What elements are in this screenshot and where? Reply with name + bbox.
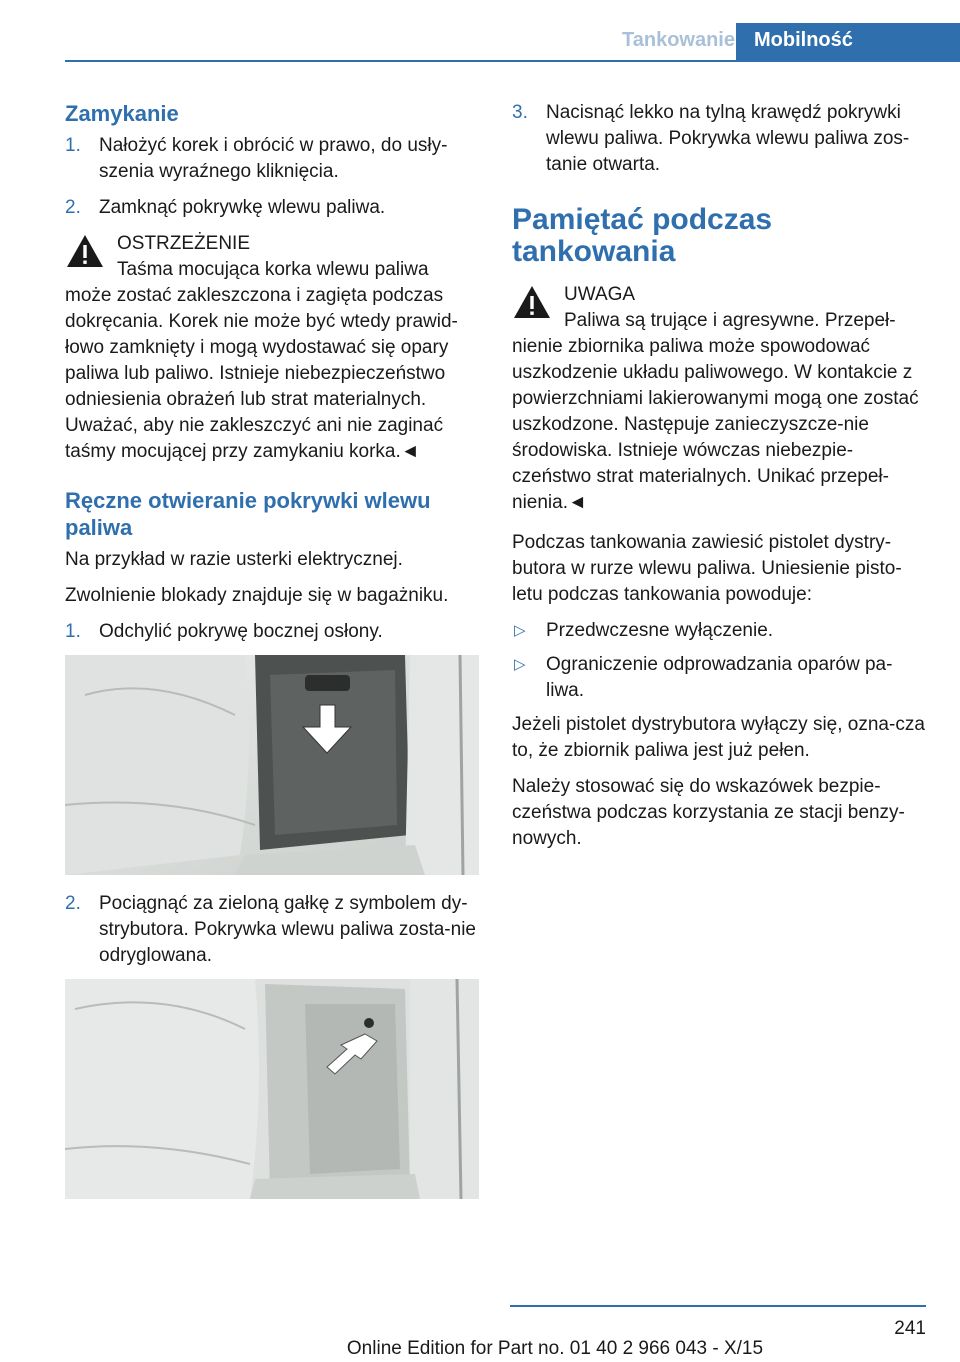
warning-box xyxy=(65,231,479,465)
step-number: 1. xyxy=(65,135,81,156)
closing-steps xyxy=(65,133,479,221)
heading-closing: Zamykanie xyxy=(65,101,179,126)
bullet-text: Przedwczesne wyłączenie. xyxy=(546,620,774,641)
step-number: 1. xyxy=(65,621,81,642)
step-text: Zamknąć pokrywkę wlewu paliwa. xyxy=(99,197,386,218)
list-item xyxy=(512,652,926,704)
bullet-triangle-icon: ▷ xyxy=(514,622,526,639)
step-text: Odchylić pokrywę bocznej osłony. xyxy=(99,621,383,642)
step-text: Nałożyć korek i obrócić w prawo, do usły‐szenia wyraźnego kliknięcia. xyxy=(99,135,448,182)
step-number: 2. xyxy=(65,197,81,218)
refuel-paragraph-2: Jeżeli pistolet dystrybutora wyłączy się, ozna‐cza to, że zbiornik paliwa jest już pełen. xyxy=(512,714,925,761)
manual-steps-b xyxy=(65,891,479,969)
step-text: Pociągnąć za zieloną gałkę z symbolem dy‐strybutora. Pokrywka wlewu paliwa zosta‐nie odryglowana. xyxy=(99,893,476,966)
step-number: 2. xyxy=(65,893,81,914)
header-chapter: Mobilność xyxy=(736,23,960,61)
list-item xyxy=(65,133,479,185)
right-column xyxy=(512,100,926,862)
refuel-paragraph-3: Należy stosować się do wskazówek bezpie‐czeństwa podczas korzystania ze stacji benzy‐nowych. xyxy=(512,776,905,849)
notice-title: UWAGA xyxy=(564,284,636,305)
manual-steps-a xyxy=(65,619,479,645)
footer-rule xyxy=(510,1305,926,1307)
refuel-paragraph-1: Podczas tankowania zawiesić pistolet dystry‐butora w rurze wlewu paliwa. Uniesienie pisto‐letu podczas tankowania powoduje: xyxy=(512,532,902,605)
list-item xyxy=(65,619,479,645)
warning-triangle-icon xyxy=(512,284,552,320)
warning-body: Taśma mocująca korka wlewu paliwa może zostać zakleszczona i zagięta podczas dokręcania. Korek nie może być wtedy prawid‐łowo zamknięty i mogą wydostawać się opary paliwa lub paliwo. Istnieje niebezpieczeństwo odniesienia obrażeń lub strat materialnych. Uważać, aby nie zakleszczyć ani nie zaginać taśmy mocującej przy zamykaniu korka.◄ xyxy=(65,259,458,462)
photo-side-cover xyxy=(65,655,479,875)
notice-body: Paliwa są trujące i agresywne. Przepeł‐nienie zbiornika paliwa może spowodować uszkodzenie układu paliwowego. W kontakcie z powierzchniami lakierowanymi mogą one zostać uszkodzone. Następuje zanieczyszcze‐nie środowiska. Istnieje wówczas niebezpie‐czeństwo strat materialnych. Unikać przepeł‐nienia.◄ xyxy=(512,310,919,513)
warning-triangle-icon xyxy=(65,233,105,269)
manual-paragraph-2: Zwolnienie blokady znajduje się w bagażniku. xyxy=(65,585,449,606)
notice-box xyxy=(512,282,926,516)
photo-release-knob xyxy=(65,979,479,1199)
page-number: 241 xyxy=(894,1318,926,1339)
step-text: Nacisnąć lekko na tylną krawędź pokrywki wlewu paliwa. Pokrywka wlewu paliwa zos‐tanie otwarta. xyxy=(546,102,910,175)
heading-manual-opening: Ręczne otwieranie pokrywki wlewu paliwa xyxy=(65,488,431,540)
bullet-triangle-icon: ▷ xyxy=(514,656,526,673)
effects-list xyxy=(512,618,926,704)
manual-paragraph-1: Na przykład w razie usterki elektrycznej. xyxy=(65,549,403,570)
bullet-text: Ograniczenie odprowadzania oparów pa‐liwa. xyxy=(546,654,893,701)
page-header xyxy=(65,23,960,62)
header-section: Tankowanie xyxy=(622,29,735,51)
left-column xyxy=(65,100,479,1215)
list-item xyxy=(65,891,479,969)
warning-title: OSTRZEŻENIE xyxy=(117,233,251,254)
manual-steps-c xyxy=(512,100,926,178)
list-item xyxy=(512,618,926,644)
edition-note: Online Edition for Part no. 01 40 2 966 043 - X/15 xyxy=(346,1338,764,1359)
step-number: 3. xyxy=(512,102,528,123)
heading-refueling-notes: Pamiętać podczas tankowania xyxy=(512,203,773,268)
list-item xyxy=(512,100,926,178)
list-item xyxy=(65,195,479,221)
